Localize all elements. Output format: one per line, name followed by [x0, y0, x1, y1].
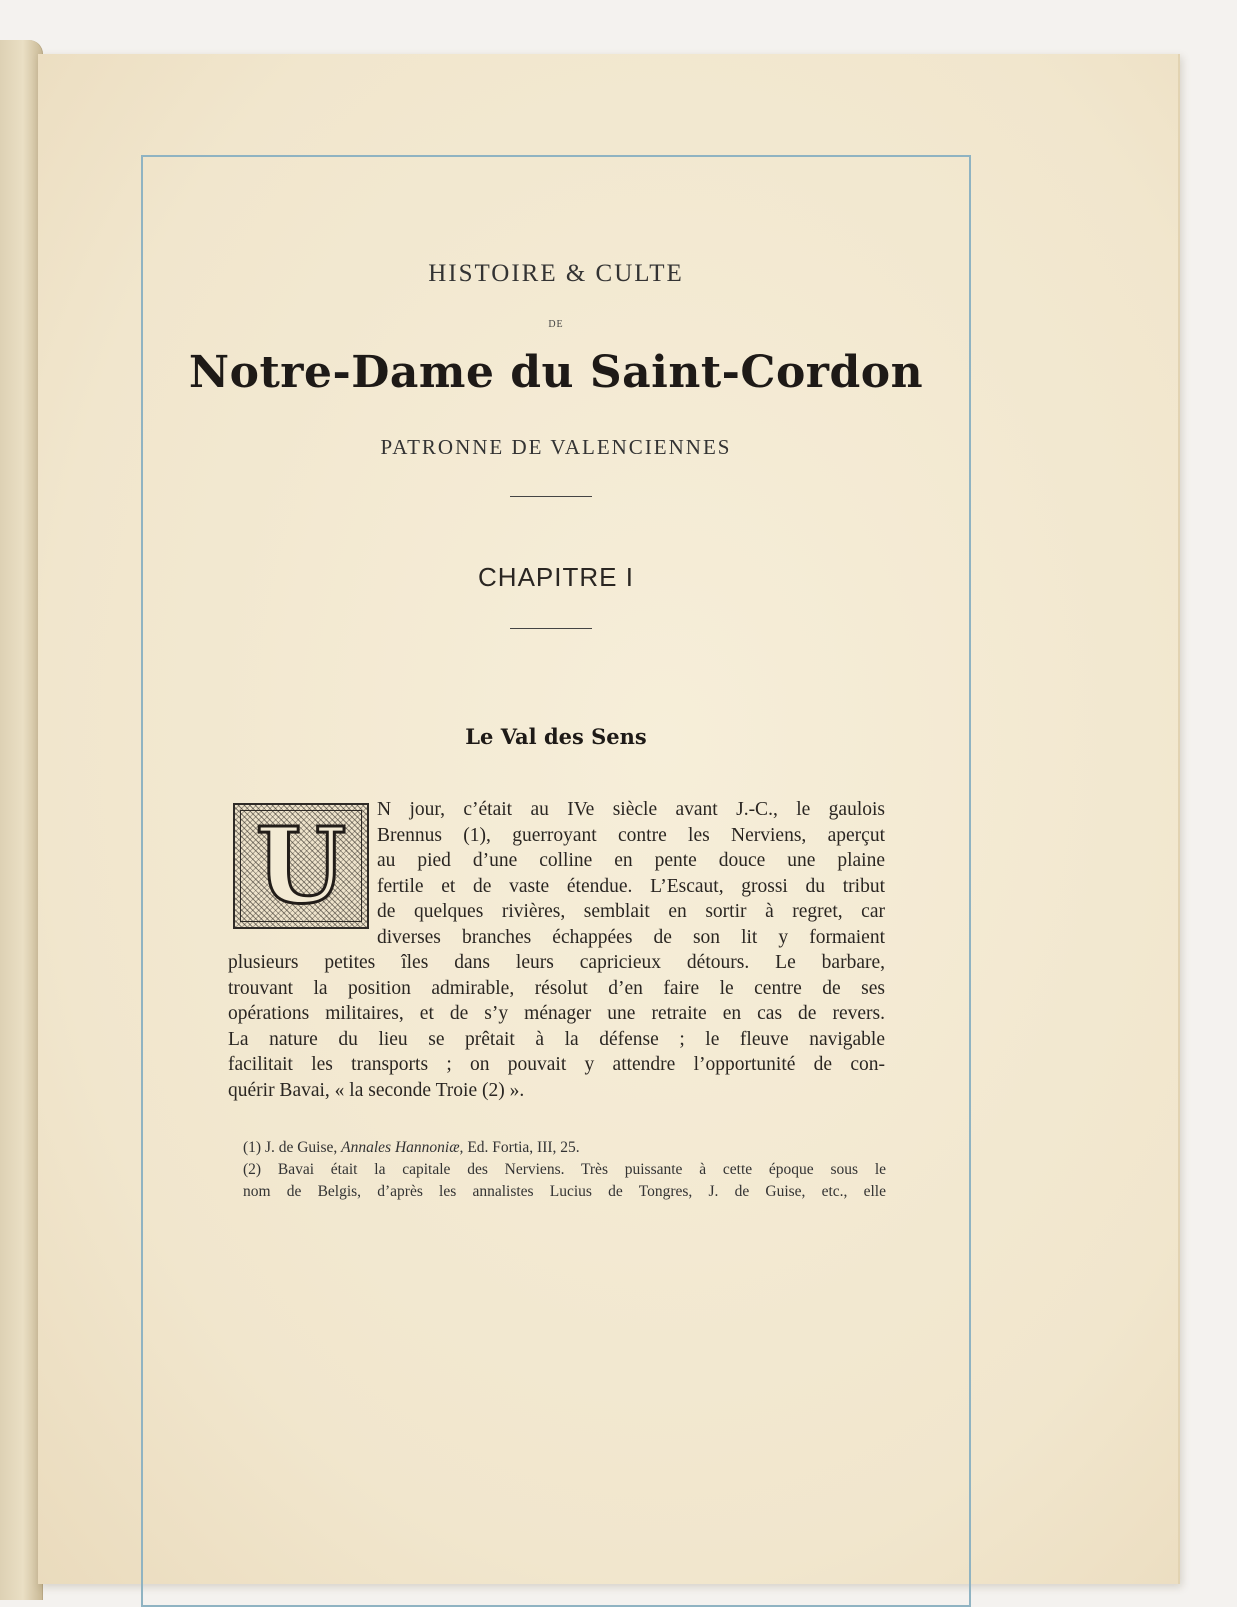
footnote-1-suffix: Ed. Fortia, III, 25. — [463, 1139, 580, 1156]
drop-cap-letter: U — [255, 804, 347, 927]
footnote-1 — [243, 1137, 886, 1159]
text-line: fertile et de vaste étendue. L’Escaut, grossi du tribut — [377, 875, 885, 897]
text-line: N jour, c’était au IVe siècle avant J.-C., le gaulois — [377, 799, 885, 820]
text-line: au pied d’une colline en pente douce une plaine — [377, 850, 885, 871]
text-line: Brennus (1), guerroyant contre les Nerviens, aperçut — [377, 824, 885, 846]
drop-cap-inner-frame — [240, 804, 362, 927]
text-line: quérir Bavai, « la seconde Troie (2) ». — [228, 1079, 525, 1101]
text-line: plusieurs petites îles dans leurs capricieux détours. Le barbare, — [228, 952, 885, 973]
page-border-frame — [141, 155, 971, 1607]
text-line: La nature du lieu se prêtait à la défense ; le fleuve navigable — [228, 1028, 885, 1050]
book-title: Notre-Dame du Saint-Cordon — [188, 347, 924, 398]
footnote-2-line: nom de Belgis, d’après les annalistes Lucius de Tongres, J. de Guise, etc., elle — [243, 1183, 886, 1200]
divider-rule — [510, 496, 592, 497]
title-overline: HISTOIRE & CULTE — [428, 260, 684, 287]
divider-rule — [510, 628, 592, 629]
paragraph-beside-dropcap — [377, 797, 885, 950]
text-line: diverses branches échappées de son lit y formaient — [377, 926, 885, 948]
page-content — [143, 157, 969, 1605]
title-de: DE — [548, 319, 564, 330]
text-line: de quelques rivières, semblait en sortir à regret, car — [377, 901, 885, 922]
text-line: facilitait les transports ; on pouvait y attendre l’opportunité de con- — [228, 1054, 885, 1075]
book-page — [38, 54, 1180, 1584]
footnote-1-italic: Annales Hannoniæ, — [341, 1139, 464, 1156]
text-line: trouvant la position admirable, résolut d’en faire le centre de ses — [228, 977, 885, 999]
chapter-heading: CHAPITRE I — [478, 562, 634, 592]
paragraph-full-width — [228, 950, 885, 1103]
ornate-drop-cap — [233, 803, 369, 929]
footnotes — [243, 1137, 886, 1203]
text-line: opérations militaires, et de s’y ménager une retraite en cas de revers. — [228, 1003, 885, 1024]
section-heading: Le Val des Sens — [465, 724, 647, 749]
left-page-edge — [0, 40, 43, 1600]
book-subtitle: PATRONNE DE VALENCIENNES — [380, 435, 732, 459]
footnote-1-prefix: (1) J. de Guise, — [243, 1139, 342, 1156]
footnote-2-line: (2) Bavai était la capitale des Nerviens. Très puissante à cette époque sous le — [243, 1161, 886, 1178]
